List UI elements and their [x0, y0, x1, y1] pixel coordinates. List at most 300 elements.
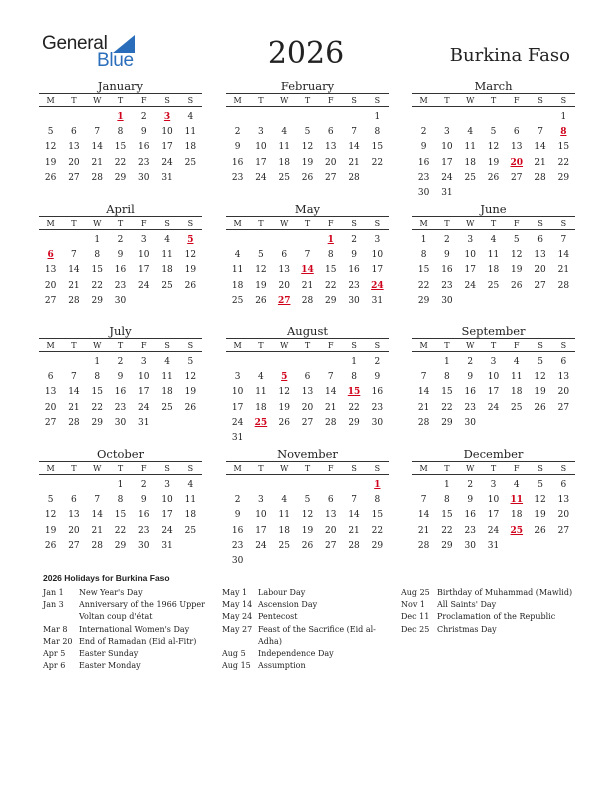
month-name: June	[480, 202, 507, 216]
day: 22	[325, 280, 337, 291]
day: 1	[420, 234, 427, 245]
holiday-item	[401, 599, 576, 611]
day: 6	[560, 479, 567, 490]
day: 4	[490, 234, 497, 245]
day: 9	[467, 494, 474, 505]
day: 26	[534, 525, 546, 536]
day: 13	[557, 494, 570, 505]
weekday-header	[39, 461, 202, 475]
month-march	[412, 79, 575, 201]
day: 2	[117, 234, 124, 245]
weekday-header	[412, 461, 575, 475]
day: 2	[140, 479, 147, 490]
day: 17	[255, 525, 267, 536]
day: 10	[441, 142, 453, 153]
holiday-day: 20	[510, 157, 524, 168]
day: 2	[351, 234, 357, 245]
weekday-label: T	[490, 218, 497, 228]
day: 18	[278, 157, 290, 168]
day: 9	[374, 371, 381, 382]
day: 18	[511, 510, 523, 521]
day: 5	[258, 249, 264, 260]
day: 7	[537, 126, 543, 137]
weekday-label: S	[374, 463, 381, 473]
weekday-label: W	[280, 463, 289, 473]
day: 8	[94, 371, 101, 382]
day: 15	[441, 510, 453, 521]
holiday-name: Pentecost	[258, 612, 298, 622]
day: 30	[464, 540, 476, 551]
day: 29	[325, 295, 337, 306]
day: 17	[464, 265, 476, 276]
day: 14	[91, 142, 103, 153]
day: 4	[258, 371, 264, 382]
holidays-column	[43, 587, 213, 672]
weekday-label: S	[537, 463, 543, 473]
day: 14	[325, 387, 337, 398]
day: 26	[184, 402, 197, 413]
day: 23	[231, 172, 244, 183]
day: 7	[351, 126, 357, 137]
weekday-label: T	[490, 340, 497, 350]
day: 19	[44, 157, 57, 168]
weekday-label: S	[164, 340, 170, 350]
holiday-name: Christmas Day	[437, 624, 497, 634]
day: 3	[374, 234, 381, 245]
day: 2	[234, 126, 241, 137]
day: 10	[487, 494, 500, 505]
day: 14	[534, 142, 546, 153]
day: 31	[371, 295, 384, 306]
day: 9	[420, 142, 427, 153]
weekday-label: T	[490, 463, 497, 473]
day: 15	[371, 142, 384, 153]
month-name: July	[109, 324, 132, 338]
days-grid	[39, 232, 202, 308]
weekday-label: T	[71, 340, 77, 350]
days-grid	[412, 232, 575, 308]
day: 17	[231, 402, 244, 413]
day: 8	[327, 249, 334, 260]
holiday-day: 1	[327, 234, 334, 245]
day: 17	[371, 265, 384, 276]
day: 19	[278, 402, 290, 413]
day: 11	[278, 142, 290, 153]
day: 27	[511, 172, 523, 183]
country-name: Burkina Faso	[449, 45, 570, 66]
holiday-day: 3	[163, 111, 171, 122]
holiday-date: Jan 1	[43, 588, 64, 597]
day: 15	[371, 510, 384, 521]
weekday-label: W	[466, 95, 475, 105]
day: 15	[557, 142, 570, 153]
weekday-header	[226, 338, 389, 352]
day: 12	[534, 371, 546, 382]
day: 24	[161, 157, 173, 168]
day: 19	[534, 387, 546, 398]
day: 22	[114, 525, 127, 536]
day: 13	[557, 371, 570, 382]
days-grid	[39, 109, 202, 185]
day: 21	[348, 157, 360, 168]
day: 20	[534, 265, 546, 276]
day: 23	[138, 525, 150, 536]
day: 1	[560, 111, 567, 122]
day: 10	[161, 126, 173, 137]
weekday-label: W	[93, 463, 102, 473]
weekday-label: T	[304, 218, 311, 228]
calendar-year: 2026	[267, 36, 345, 71]
weekday-label: T	[117, 340, 124, 350]
weekday-label: S	[351, 218, 357, 228]
holiday-date: Nov 1	[401, 600, 425, 610]
day: 29	[348, 417, 360, 428]
day: 12	[255, 265, 267, 276]
day: 6	[327, 494, 334, 505]
holiday-name: All Saints' Day	[437, 600, 497, 610]
day: 27	[325, 172, 337, 183]
day: 28	[301, 295, 314, 306]
holiday-date: Apr 5	[43, 649, 66, 659]
day: 5	[187, 356, 194, 367]
day: 9	[467, 371, 474, 382]
holiday-name: Anniversary of the 1966 Upper Voltan coup d'état	[79, 600, 205, 622]
day: 8	[374, 494, 381, 505]
weekday-label: F	[141, 218, 147, 228]
day: 15	[441, 387, 453, 398]
day: 11	[184, 126, 197, 137]
weekday-label: S	[537, 340, 543, 350]
holiday-date: May 1	[222, 588, 248, 597]
day: 29	[417, 295, 430, 306]
day: 3	[164, 479, 170, 490]
day: 28	[68, 417, 80, 428]
holiday-item	[222, 587, 392, 599]
holiday-day: 14	[301, 265, 314, 276]
day: 13	[44, 265, 57, 276]
holiday-name: End of Ramadan (Eid al-Fitr)	[79, 636, 197, 646]
weekday-header	[226, 93, 389, 107]
day: 9	[140, 494, 147, 505]
day: 28	[348, 172, 360, 183]
month-april	[39, 202, 202, 308]
day: 11	[511, 371, 523, 382]
holiday-item	[401, 624, 576, 636]
holiday-day: 24	[371, 280, 384, 291]
day: 9	[351, 249, 357, 260]
month-name: January	[97, 79, 144, 93]
day: 25	[161, 280, 173, 291]
holiday-item	[43, 636, 213, 648]
day: 27	[44, 417, 57, 428]
day: 17	[487, 387, 500, 398]
day: 26	[301, 540, 314, 551]
day: 23	[114, 280, 127, 291]
month-june	[412, 202, 575, 308]
day: 9	[117, 371, 124, 382]
day: 11	[231, 265, 244, 276]
day: 10	[487, 371, 500, 382]
day: 25	[184, 525, 197, 536]
day: 8	[117, 126, 124, 137]
day: 12	[301, 510, 314, 521]
day: 23	[114, 402, 127, 413]
day: 13	[511, 142, 523, 153]
day: 18	[511, 387, 523, 398]
day: 19	[44, 525, 57, 536]
weekday-label: S	[351, 95, 357, 105]
day: 20	[68, 157, 80, 168]
weekday-label: S	[351, 340, 357, 350]
month-september	[412, 324, 575, 430]
holiday-name: Birthday of Muhammad (Mawlid)	[437, 588, 573, 597]
holiday-date: Aug 15	[222, 661, 251, 671]
day: 11	[161, 371, 173, 382]
day: 10	[138, 249, 150, 260]
day: 16	[417, 157, 430, 168]
holiday-name: Assumption	[258, 661, 306, 671]
day: 23	[441, 280, 453, 291]
day: 27	[534, 280, 546, 291]
day: 9	[444, 249, 450, 260]
day: 6	[327, 126, 334, 137]
day: 2	[420, 126, 427, 137]
month-august	[226, 324, 389, 446]
day: 23	[464, 402, 476, 413]
day: 30	[371, 417, 384, 428]
holiday-name: Ascension Day	[258, 600, 318, 610]
weekday-label: F	[514, 95, 520, 105]
weekday-label: M	[233, 463, 242, 473]
weekday-label: T	[444, 218, 450, 228]
day: 3	[234, 371, 241, 382]
holiday-day: 8	[560, 126, 567, 137]
day: 25	[231, 295, 244, 306]
day: 18	[278, 525, 290, 536]
day: 5	[490, 126, 497, 137]
day: 21	[91, 525, 103, 536]
day: 24	[255, 172, 267, 183]
day: 12	[184, 371, 197, 382]
day: 30	[417, 188, 430, 199]
day: 11	[464, 142, 476, 153]
day: 28	[325, 417, 337, 428]
day: 15	[91, 265, 103, 276]
weekday-header	[412, 93, 575, 107]
holiday-name: Feast of the Sacrifice (Eid al-Adha)	[258, 624, 376, 646]
weekday-label: T	[444, 340, 450, 350]
day: 1	[374, 111, 381, 122]
month-february	[226, 79, 389, 185]
holiday-day: 25	[254, 417, 268, 428]
day: 22	[114, 157, 127, 168]
weekday-label: T	[71, 463, 77, 473]
day: 31	[441, 188, 453, 199]
day: 24	[138, 280, 150, 291]
holiday-date: May 27	[222, 624, 253, 634]
holiday-item	[401, 587, 576, 599]
weekday-label: M	[233, 95, 242, 105]
holiday-item	[43, 587, 213, 599]
day: 3	[467, 234, 474, 245]
day: 16	[114, 265, 127, 276]
holidays-title: 2026 Holidays for Burkina Faso	[43, 573, 170, 583]
day: 12	[278, 387, 290, 398]
day: 9	[234, 142, 241, 153]
day: 5	[537, 479, 543, 490]
day: 12	[534, 494, 546, 505]
day: 7	[94, 126, 101, 137]
day: 3	[258, 126, 264, 137]
day: 10	[161, 494, 173, 505]
weekday-label: T	[258, 340, 264, 350]
day: 21	[325, 402, 337, 413]
day: 20	[557, 510, 570, 521]
day: 17	[138, 387, 150, 398]
day: 7	[420, 371, 427, 382]
day: 30	[138, 540, 150, 551]
month-december	[412, 447, 575, 553]
holiday-name: Easter Sunday	[79, 649, 139, 659]
holiday-day: 25	[510, 525, 524, 536]
day: 28	[91, 172, 103, 183]
day: 30	[114, 417, 127, 428]
day: 19	[511, 265, 523, 276]
weekday-label: S	[537, 218, 543, 228]
weekday-label: F	[328, 218, 334, 228]
brand-logo	[42, 33, 142, 73]
day: 3	[490, 479, 497, 490]
day: 11	[255, 387, 267, 398]
day: 15	[91, 387, 103, 398]
weekday-label: S	[187, 463, 194, 473]
day: 28	[68, 295, 80, 306]
day: 26	[255, 295, 267, 306]
day: 11	[278, 510, 290, 521]
day: 4	[281, 126, 288, 137]
day: 13	[301, 387, 314, 398]
holiday-day: 5	[281, 371, 288, 382]
day: 18	[184, 142, 197, 153]
weekday-label: F	[141, 463, 147, 473]
day: 10	[231, 387, 244, 398]
day: 21	[417, 525, 430, 536]
day: 16	[371, 387, 384, 398]
day: 23	[417, 172, 430, 183]
holiday-day: 1	[374, 479, 381, 490]
day: 2	[467, 356, 474, 367]
weekday-label: S	[560, 95, 567, 105]
weekday-label: S	[164, 463, 170, 473]
day: 19	[255, 280, 267, 291]
weekday-label: W	[280, 218, 289, 228]
month-name: November	[277, 447, 338, 461]
weekday-label: S	[164, 95, 170, 105]
holiday-date: Mar 20	[43, 636, 73, 646]
month-name: September	[461, 324, 526, 338]
weekday-label: T	[444, 95, 450, 105]
day: 16	[441, 265, 453, 276]
day: 6	[281, 249, 288, 260]
weekday-label: S	[187, 218, 194, 228]
day: 4	[513, 479, 520, 490]
days-grid	[226, 232, 389, 308]
day: 27	[68, 540, 80, 551]
day: 25	[278, 172, 290, 183]
day: 30	[114, 295, 127, 306]
day: 6	[304, 371, 311, 382]
day: 29	[114, 540, 127, 551]
day: 7	[71, 371, 77, 382]
day: 26	[534, 402, 546, 413]
weekday-label: F	[328, 340, 334, 350]
day: 29	[91, 417, 103, 428]
day: 27	[301, 417, 314, 428]
weekday-label: M	[419, 95, 428, 105]
day: 15	[114, 510, 127, 521]
day: 16	[138, 142, 150, 153]
day: 6	[537, 234, 543, 245]
holiday-item	[43, 648, 213, 660]
day: 25	[161, 402, 173, 413]
day: 18	[161, 265, 173, 276]
day: 13	[68, 510, 80, 521]
weekday-header	[226, 216, 389, 230]
day: 8	[94, 249, 101, 260]
weekday-label: S	[560, 340, 567, 350]
day: 3	[490, 356, 497, 367]
weekday-label: M	[46, 218, 55, 228]
day: 30	[138, 172, 150, 183]
day: 24	[487, 525, 500, 536]
day: 23	[348, 280, 360, 291]
day: 14	[557, 249, 570, 260]
day: 17	[441, 157, 453, 168]
day: 7	[420, 494, 427, 505]
weekday-label: S	[374, 340, 381, 350]
day: 26	[301, 172, 314, 183]
day: 14	[68, 265, 80, 276]
weekday-label: T	[258, 463, 264, 473]
weekday-header	[412, 338, 575, 352]
day: 5	[537, 356, 543, 367]
day: 28	[91, 540, 103, 551]
day: 7	[351, 494, 357, 505]
day: 26	[44, 540, 57, 551]
month-name: April	[106, 202, 135, 216]
day: 31	[161, 172, 173, 183]
day: 14	[417, 387, 430, 398]
day: 10	[255, 510, 267, 521]
day: 20	[44, 402, 57, 413]
day: 12	[487, 142, 500, 153]
day: 25	[464, 172, 476, 183]
day: 23	[138, 157, 150, 168]
holiday-name: New Year's Day	[79, 588, 143, 597]
weekday-label: F	[328, 463, 334, 473]
day: 7	[327, 371, 334, 382]
holiday-name: International Women's Day	[79, 624, 190, 634]
day: 12	[511, 249, 523, 260]
day: 20	[325, 525, 337, 536]
day: 28	[417, 540, 430, 551]
weekday-label: T	[490, 95, 497, 105]
weekday-label: T	[117, 463, 124, 473]
day: 26	[44, 172, 57, 183]
day: 19	[487, 157, 500, 168]
day: 17	[138, 265, 150, 276]
logo-text-general: General	[42, 33, 108, 54]
